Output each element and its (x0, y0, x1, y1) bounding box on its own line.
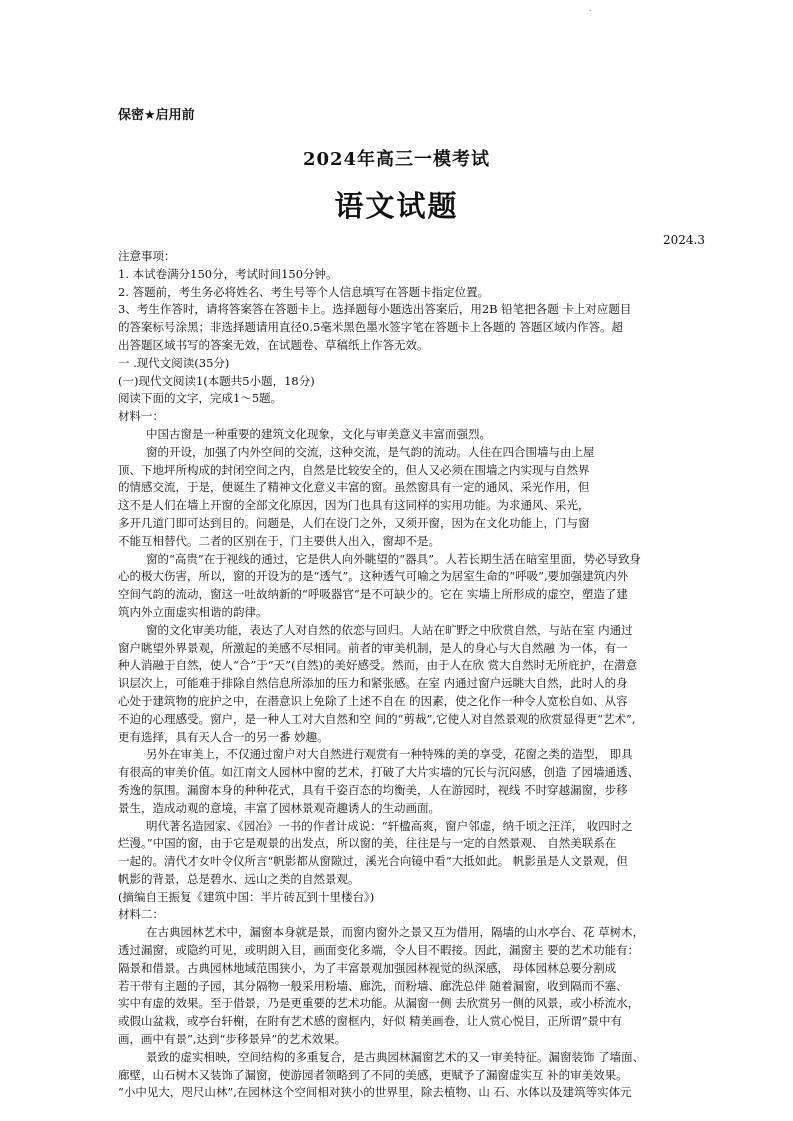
material-1-label: 材料一： (118, 409, 164, 424)
exam-date: 2024.3 (663, 233, 705, 247)
text-line: 画，画中有景”,达到“步移景异”的艺术效果。 (118, 1032, 347, 1047)
text-line: 景生，造成动观的意境，丰富了园林景观奇趣诱人的生动画面。 (118, 800, 440, 815)
section-title: 一 .现代文阅读(35分) (118, 355, 230, 370)
text-line: 窗的“高贵”在于视线的通过，它是供人向外眺望的“器具”。人若长期生活在暗室里面，势必导致身 (146, 551, 642, 566)
page-corner-mark: . (589, 4, 592, 13)
subject-title: 语文试题 (334, 189, 459, 223)
notice-item: 的答案标号涂黑；非选择题请用直径0.5毫米黑色墨水签字笔在答题卡上各题的 答题区域内作答。超 (118, 320, 623, 335)
exam-title: 2024年高三一模考试 (302, 149, 491, 170)
text-line: 筑内外立面虚实相谐的韵律。 (118, 604, 268, 619)
notice-item: 3、考生作答时，请将答案答在答题卡上。选择题每小题选出答案后，用2B 铅笔把各题 卡上对应题目 (118, 302, 632, 317)
text-line: 不迫的心理感受。窗户，是一种人工对大自然和空 间的“剪裁”,它使人对自然景观的欣赏显得更“艺术”, (118, 711, 636, 726)
text-line: 实中有虚的效果。至于借景，乃是更重要的艺术功能。从漏窗一侧 去欣赏另一侧的风景，或小桥流水， (118, 996, 640, 1011)
text-line: 秀逸的氛围。漏窗本身的种种花式，具有千姿百态的均衡美，人在游园时，视线 不时穿越漏窗，步移 (118, 782, 628, 797)
text-line: 景致的虚实相映，空间结构的多重复合，是古典园林漏窗艺术的又一审美特征。漏窗装饰 了墙面、 (146, 1049, 645, 1064)
text-line: 一起的。清代才女叶令仪所言“帆影都从窗隙过，溪光合向镜中看”大抵如此。 帆影虽是人文景观，但 (118, 854, 628, 869)
text-line: 窗的开设，加强了内外空间的交流，这种交流，是气韵的流动。人住在四合围墙与由上屋 (146, 444, 595, 459)
text-line: 多开几道门即可达到目的。问题是，人们在设门之外，又须开窗，因为在文化功能上，门与窗 (118, 515, 590, 530)
text-line: 若干带有主题的子园，其分隔物一般采用粉墙、廊洗，而粉墙、廊洗总伴 随着漏窗，收到隔而不塞、 (118, 978, 628, 993)
confidential-label: 保密★启用前 (118, 108, 195, 123)
section-subtitle: (一)现代文阅读1(本题共5小题，18分) (118, 373, 315, 388)
text-line: 或假山盆栽，或亭台轩榭，在附有艺术感的窗框内，好似 精美画卷，让人赏心悦目，正所谓“景中有 (118, 1014, 623, 1029)
text-line: 种人消融于自然，使人“合”于“天”(自然)的美好感受。然而，由于人在欣 赏大自然时无所庇护，在潜意 (118, 658, 638, 673)
text-line: 心的极大伤害，所以，窗的开设为的是“透气”。这种透气可喻之为居室生命的“呼吸”,要加强建筑内外 (118, 569, 629, 584)
text-line: 的情感交流，于是，便诞生了精神文化意义丰富的窗。虽然窗具有一定的通风、采光作用，但 (118, 480, 590, 495)
text-line: 烂漫。”中国的窗，由于它是观景的出发点，所以窗的美，往往是与一定的自然景观、 自然美联系在 (118, 836, 617, 851)
text-line: (摘编自王振复《建筑中国：半片砖瓦到十里楼台》) (118, 889, 375, 904)
notice-item: 2. 答题前，考生务必将姓名、考生号等个人信息填写在答题卡指定位置。 (118, 284, 490, 299)
material-2-text (118, 924, 746, 1102)
text-line: 在古典园林艺术中，漏窗本身就是景，而窗内窗外之景又互为借用，隔墙的山水亭台、花 草树木， (146, 925, 645, 940)
text-line: 这不是人们在墙上开窗的全部文化原因，因为门也具有这同样的实用功能。为求通风、采光， (118, 498, 590, 513)
material-1-text (118, 426, 746, 907)
notice-item: 出答题区域书写的答案无效，在试题卷、草稿纸上作答无效。 (118, 337, 429, 352)
text-line: 空间气韵的流动，窗这一吐故纳新的“呼吸器官”是不可缺少的。它在 实墙上所形成的虚空，塑造了建 (118, 587, 628, 602)
text-line: 识层次上，可能难于排除自然信息所添加的压力和紧张感。在室 内通过窗户远眺大自然，此时人的身 (118, 676, 628, 691)
section-instruction: 阅读下面的文字，完成1～5题。 (118, 391, 283, 406)
text-line: 更有选择，具有天人合一的另一番 妙趣。 (118, 729, 329, 744)
text-line: 不能互相替代。二者的区别在于，门主要供人出入，窗却不是。 (118, 533, 440, 548)
text-line: 中国古窗是一种重要的建筑文化现象，文化与审美意义丰富而强烈。 (146, 426, 491, 441)
text-line: 窗户眺望外界景观，所激起的美感不尽相同。前者的审美机制，是人的身心与大自然融 为一体，有一 (118, 640, 628, 655)
text-line: 明代著名造园家、《园冶》一书的作者计成说：“轩楹高爽，窗户邻虚，纳千顷之汪洋， 收四时之 (146, 818, 633, 833)
document-body (118, 248, 746, 1102)
text-line: 透过漏窗，或隐约可见，或明朗入目，画面变化多端，令人目不暇接。因此，漏窗主 要的艺术功能有： (118, 943, 640, 958)
text-line: 顶、下地坪所构成的封闭空间之内，自然是比较安全的，但人又必须在围墙之内实现与自然界 (118, 462, 590, 477)
text-line: 隔景和借景。古典园林地域范围狭小，为了丰富景观加强园林视觉的纵深感， 母体园林总要分割成 (118, 960, 617, 975)
material-2-label: 材料二： (118, 907, 164, 922)
notice-item: 1. 本试卷满分150分，考试时间150分钟。 (118, 266, 338, 281)
text-line: 窗的文化审美功能，表达了人对自然的依恋与回归。人站在旷野之中欣赏自然，与站在室 内通过 (146, 622, 633, 637)
text-line: “小中见大，咫尺山林”,在园林这个空间相对狭小的世界里，除去植物、山 石、水体以及建筑等实体元 (118, 1085, 632, 1100)
notice-heading: 注意事项： (118, 249, 176, 263)
text-line: 心处于建筑物的庇护之中，在潜意识上免除了上述不自在 的因素，使之化作一种令人宽松自如、从容 (118, 693, 628, 708)
text-line: 有很高的审美价值。如江南文人园林中窗的艺术，打破了大片实墙的冗长与沉闷感，创造 了园墙通透、 (118, 765, 640, 780)
text-line: 另外在审美上，不仅通过窗户对大自然进行观赏有一种特殊的美的享受，花窗之类的造型， 即具 (146, 747, 633, 762)
text-line: 帆影的背景，总是碧水、远山之类的自然景观。 (118, 871, 360, 886)
text-line: 廊壁，山石树木又装饰了漏窗，使游园者领略到了不同的美感，更赋予了漏窗虚实互 补的审美效果。 (118, 1067, 628, 1082)
